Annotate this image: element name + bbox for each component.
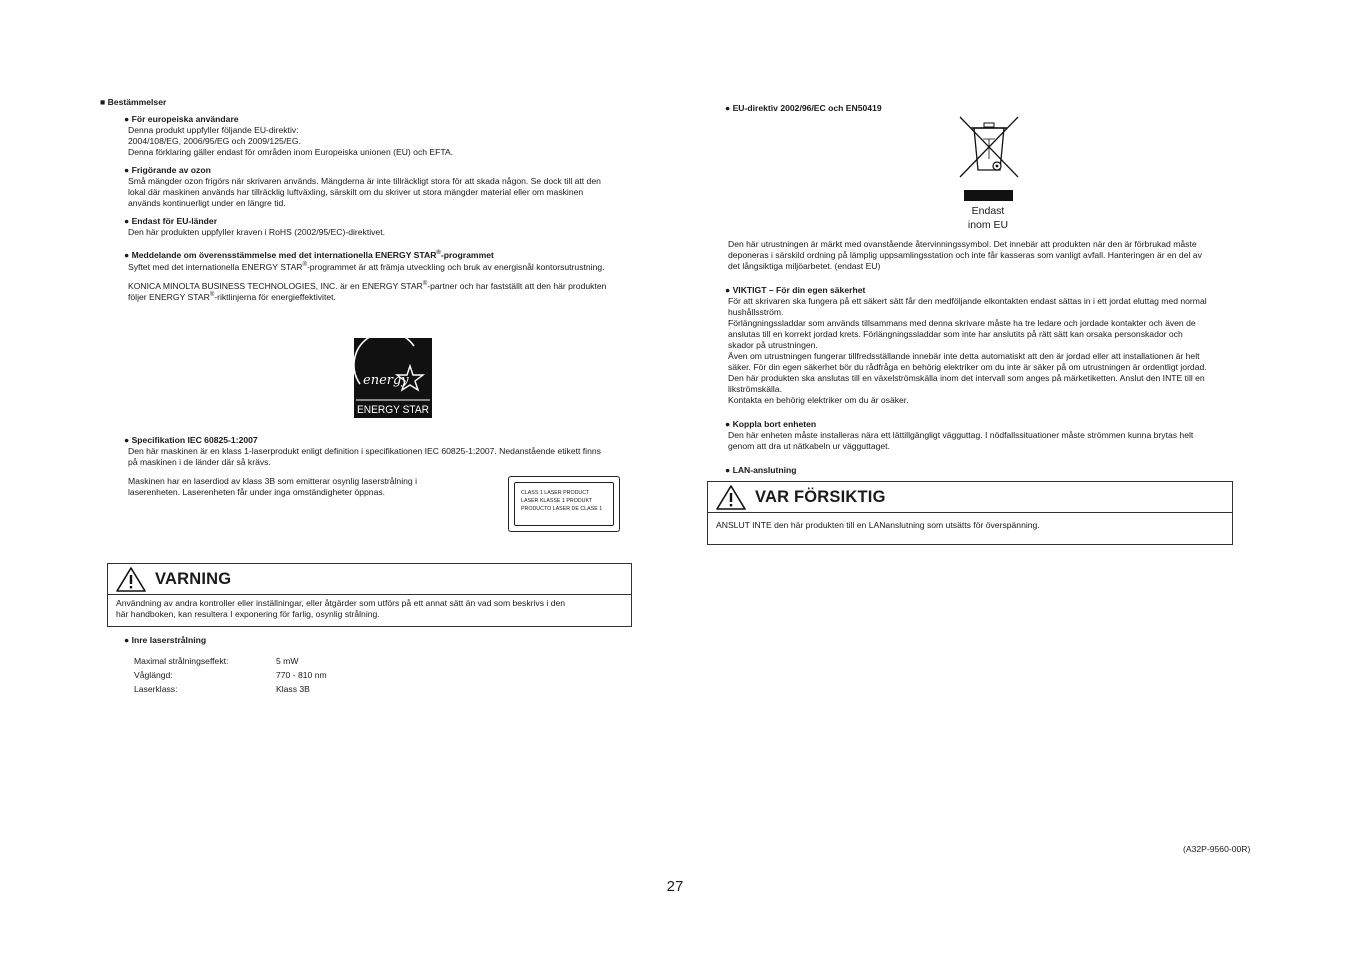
heading-weee: ● EU-direktiv 2002/96/EC och EN50419 [725, 103, 882, 113]
warning-triangle-icon [116, 567, 146, 592]
text-energy-star-partner: KONICA MINOLTA BUSINESS TECHNOLOGIES, INC. är en ENERGY STAR®-partner och har fastställt att den här produkten följer ENERGY STAR®-riktlinjerna för energieffektivitet. [128, 281, 607, 302]
heading-inner-radiation: ● Inre laserstrålning [124, 635, 207, 645]
text-iec: Den här maskinen är en klass 1-laserprodukt enligt definition i specifikationen IEC 60825-1:2007. Nedanstående etikett finns på maskinen i de länder där så krävs. [128, 446, 601, 467]
crossed-bin-icon [958, 113, 1020, 203]
text-disconnect: Den här enheten måste installeras nära ett lättillgängligt vägguttag. I nödfallssituationer måste strömmen kunna brytas helt genom att dra ut nätkabeln ur vägguttaget. [728, 430, 1194, 451]
weee-symbol [958, 113, 1020, 203]
warning-triangle-icon [716, 485, 746, 510]
text-ozone: Små mängder ozon frigörs när skrivaren används. Mängderna är inte tillräckligt stora för att skada någon. Se dock till att den lokal där maskinen används har tillräcklig luftväxling, särskilt om du skriver ut stora mängder material eller om maskinen används kontinuerligt under en längre tid. [128, 176, 601, 208]
text-european-users: Denna produkt uppfyller följande EU-direktiv: 2004/108/EG, 2006/95/EG och 2009/125/EG. Denna förklaring gäller endast för områden inom Europeiska unionen (EU) och EFTA. [128, 125, 454, 157]
spec-row: Maximal strålningseffekt: 5 mW [134, 656, 299, 666]
laser-label-text: CLASS 1 LASER PRODUCT LASER KLASSE 1 PRODUKT PRODUCTO LASER DE CLASE 1 [514, 482, 614, 526]
warning-title: VARNING [108, 564, 631, 595]
text-laser-note: Maskinen har en laserdiod av klass 3B som emitterar osynlig laserstrålning i laserenheten. Laserenheten får under inga omständigheter öppnas. [128, 476, 417, 497]
svg-text:ENERGY STAR: ENERGY STAR [357, 404, 430, 416]
heading-eu-only: ● Endast för EU-länder [124, 216, 218, 226]
document-code: (A32P-9560-00R) [1183, 844, 1251, 854]
caution-body: ANSLUT INTE den här produkten till en LANanslutning som utsätts för överspänning. [716, 520, 1040, 530]
text-eu-only: Den här produkten uppfyller kraven i RoHS (2002/95/EC)-direktivet. [128, 227, 385, 237]
section-heading-regulations: ■ Bestämmelser [100, 97, 167, 107]
text-energy-star-purpose: Syftet med det internationella ENERGY STAR®-programmet är att främja utveckling och bruk av energisnål kontorsutrustning. [128, 262, 605, 272]
energy-star-icon [354, 338, 432, 418]
page-number: 27 [666, 878, 684, 895]
warning-body: Användning av andra kontroller eller inställningar, eller åtgärder som utförs på ett annat sätt än vad som beskrivs i den här handboken, kan resultera I exponering för farlig, osynlig strålning. [116, 598, 566, 619]
spec-row: Våglängd: 770 - 810 nm [134, 670, 327, 680]
energy-star-logo [354, 338, 432, 418]
heading-european-users: ● För europeiska användare [124, 114, 239, 124]
warning-box [107, 563, 632, 627]
text-important: För att skrivaren ska fungera på ett säkert sätt får den medföljande elkontakten endast sättas in i ett jordat eluttag med normal hushållsström. Förlängningssladdar som används tillsammans med denna skrivare måste ha tre ledare och jordade kontakter och även de anslutas till en korrekt jordad krets. Förlängningssladdar som inte har anslutits på rätt sätt kan orsaka personskador och skador på utrustningen. Även om utrustningen fungerar tillfredsställande innebär inte detta automatiskt att den är jordad eller att installationen är helt säker. För din egen säkerhet bör du rådfråga en behörig elektriker om du inte är säker på om utrustningen är ordentligt jordad. Den här produkten ska anslutas till en växelströmskälla inom det intervall som anges på märketiketten. Anslut den INTE till en likströmskälla. Kontakta en behörig elektriker om du är osäker. [728, 296, 1207, 405]
heading-disconnect: ● Koppla bort enheten [725, 419, 817, 429]
text-weee: Den här utrustningen är märkt med ovanstående återvinningssymbol. Det innebär att produkten när den är förbrukad måste deponeras i särskild ordning på lämplig uppsamlingsstation och inte får kasseras som vanligt avfall. Hanteringen är en del av det långsiktiga miljöarbetet. (endast EU) [728, 239, 1202, 271]
heading-lan: ● LAN-anslutning [725, 465, 797, 475]
svg-text:energy: energy [363, 373, 409, 388]
weee-caption: Endast inom EU [967, 205, 1009, 231]
caution-title: VAR FÖRSIKTIG [708, 482, 1232, 513]
heading-iec: ● Specifikation IEC 60825-1:2007 [124, 435, 258, 445]
laser-product-label [508, 476, 620, 532]
heading-energy-star: ● Meddelande om överensstämmelse med det internationella ENERGY STAR®-programmet [124, 250, 494, 260]
heading-important: ● VIKTIGT – För din egen säkerhet [725, 285, 866, 295]
heading-ozone: ● Frigörande av ozon [124, 165, 211, 175]
caution-box [707, 481, 1233, 545]
spec-row: Laserklass: Klass 3B [134, 684, 310, 694]
